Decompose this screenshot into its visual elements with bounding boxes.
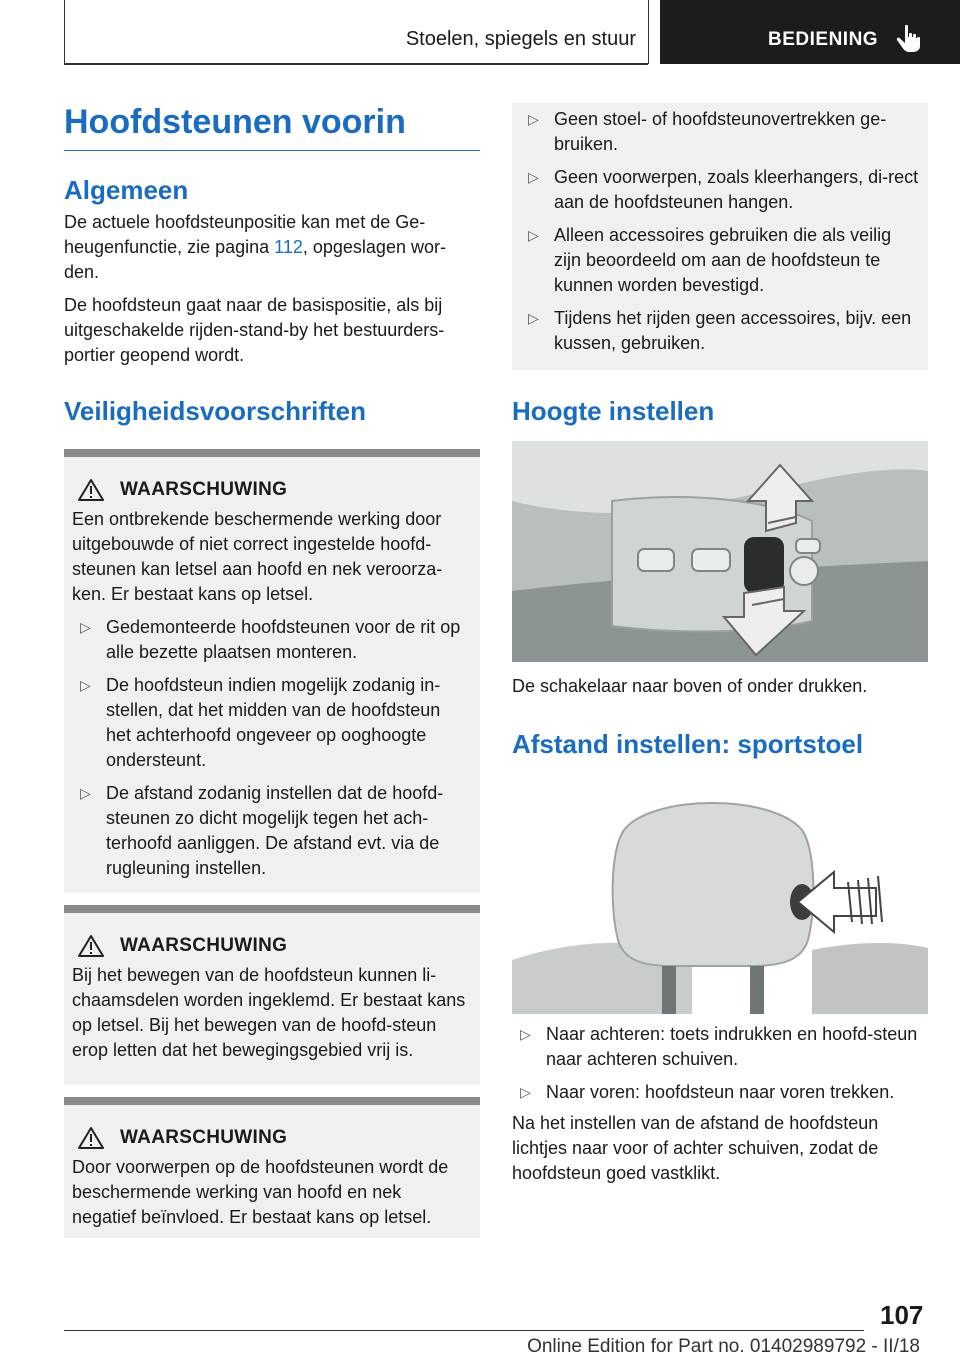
- header-separator: [648, 0, 649, 64]
- list-item-text: Naar voren: hoofdsteun naar voren trekken.: [546, 1082, 895, 1102]
- bullet-triangle-icon: ▷: [520, 1084, 531, 1100]
- title-rule: [64, 150, 480, 151]
- warning-text: Door voorwerpen op de hoofdsteunen wordt de beschermende werking van hoofd en nek negatief beïnvloed. Er bestaat kans op letsel.: [72, 1157, 449, 1227]
- warning-bullets: [72, 615, 470, 881]
- header-rule: [64, 63, 648, 65]
- warning-header: [64, 1105, 480, 1151]
- algemeen-text-b: , opgeslagen wor-den.: [64, 237, 446, 282]
- seat-switch-photo: [512, 441, 928, 662]
- list-item: [520, 165, 920, 215]
- warning-box-1: [64, 449, 480, 893]
- header-chapter-tab: [660, 0, 960, 64]
- list-item: [72, 673, 470, 773]
- warning-text: Een ontbrekende beschermende werking door uitgebouwde of niet correct ingestelde hoofd-steunen kan letsel aan hoofd en nek veroorza-ken. Er bestaat kans op letsel.: [72, 509, 443, 604]
- warning-text: Bij het bewegen van de hoofdsteun kunnen li-chaamsdelen worden ingeklemd. Er bestaat kans op letsel. Bij het bewegen van de hoofd-steun erop letten dat het bewegingsgebied vrij is.: [72, 965, 466, 1060]
- warning-title: WAARSCHUWING: [120, 935, 288, 956]
- list-item: [520, 223, 920, 298]
- list-item-text: Geen voorwerpen, zoals kleerhangers, di-rect aan de hoofdsteunen hangen.: [554, 167, 919, 212]
- pointing-hand-icon: [896, 24, 922, 54]
- bullet-triangle-icon: ▷: [80, 677, 91, 693]
- warning-triangle-icon: [78, 934, 104, 958]
- list-item: [512, 1080, 928, 1105]
- warning-header: [64, 457, 480, 503]
- warning-bar: [64, 449, 480, 457]
- afstand-heading: Afstand instellen: sportstoel: [512, 729, 864, 759]
- list-item-text: Tijdens het rijden geen accessoires, bijv. een kussen, gebruiken.: [554, 308, 912, 353]
- list-item-text: De hoofdsteun indien mogelijk zodanig in-stellen, dat het midden van de hoofdsteun het achterhoofd ongeveer op ooghoogte ondersteunt.: [106, 675, 441, 770]
- warning-body: [64, 959, 480, 1085]
- afstand-bullets: [512, 1022, 928, 1105]
- list-item-text: Gedemonteerde hoofdsteunen voor de rit op alle bezette plaatsen monteren.: [106, 617, 461, 662]
- afstand-text: Na het instellen van de afstand de hoofdsteun lichtjes naar voor of achter schuiven, zodat de hoofdsteun goed vastklikt.: [512, 1113, 879, 1183]
- header-chapter-title: BEDIENING: [768, 29, 879, 50]
- algemeen-paragraph-1: [64, 210, 480, 285]
- warning-title: WAARSCHUWING: [120, 479, 288, 500]
- list-item-text: Alleen accessoires gebruiken die als veilig zijn beoordeeld om aan de hoofdsteun te kunnen worden bevestigd.: [554, 225, 892, 295]
- list-item-text: Naar achteren: toets indrukken en hoofd-steun naar achteren schuiven.: [546, 1024, 918, 1069]
- algemeen-heading: Algemeen: [64, 175, 189, 205]
- footer-rule: [64, 1330, 864, 1331]
- algemeen-paragraph-2: De hoofdsteun gaat naar de basispositie, als bij uitgeschakelde rijden-stand-by het bestuurders-portier geopend wordt.: [64, 295, 445, 365]
- headrest-illustration: [512, 790, 928, 1014]
- warning-title: WAARSCHUWING: [120, 1127, 288, 1148]
- bullet-triangle-icon: ▷: [80, 785, 91, 801]
- warning-bar: [64, 905, 480, 913]
- bullet-triangle-icon: ▷: [528, 169, 539, 185]
- page-title: Hoofdsteunen voorin: [64, 103, 406, 141]
- left-column: [64, 100, 480, 1238]
- list-item: [520, 103, 920, 157]
- bullet-triangle-icon: ▷: [528, 111, 539, 127]
- warning-box-2: [64, 905, 480, 1085]
- hoogte-heading: Hoogte instellen: [512, 396, 715, 426]
- hoogte-text: De schakelaar naar boven of onder drukken.: [512, 676, 868, 696]
- warning-continuation-box: [512, 103, 928, 370]
- bullet-triangle-icon: ▷: [528, 227, 539, 243]
- page-link-112[interactable]: 112: [274, 237, 303, 257]
- header-left-line: [64, 0, 65, 64]
- list-item: [520, 306, 920, 356]
- veiligheid-heading: Veiligheidsvoorschriften: [64, 396, 366, 426]
- footer-edition: Online Edition for Part no. 01402989792 - II/18: [527, 1336, 920, 1357]
- warning-body: [64, 503, 480, 893]
- algemeen-text-a: De actuele hoofdsteunpositie kan met de Ge-heugenfunctie, zie pagina: [64, 212, 426, 257]
- warning-triangle-icon: [78, 1126, 104, 1150]
- page-number: 107: [880, 1300, 924, 1330]
- warning-body: [64, 1151, 480, 1238]
- list-item-text: De afstand zodanig instellen dat de hoofd-steunen zo dicht mogelijk tegen het ach-terhoofd aanliggen. De afstand evt. via de rugleuning instellen.: [106, 783, 444, 878]
- warning-bar: [64, 1097, 480, 1105]
- header-section-title: Stoelen, spiegels en stuur: [405, 28, 636, 50]
- seat-switch-illustration: [512, 441, 928, 662]
- warning-box-3: [64, 1097, 480, 1238]
- bullet-triangle-icon: ▷: [528, 310, 539, 326]
- list-item-text: Geen stoel- of hoofdsteunovertrekken ge-bruiken.: [554, 109, 887, 154]
- list-item: [512, 1022, 928, 1072]
- warning-triangle-icon: [78, 478, 104, 502]
- headrest-photo: [512, 790, 928, 1014]
- list-item: [72, 781, 470, 881]
- bullet-triangle-icon: ▷: [80, 619, 91, 635]
- right-column: [512, 103, 928, 1186]
- bullet-triangle-icon: ▷: [520, 1026, 531, 1042]
- warning-header: [64, 913, 480, 959]
- list-item: [72, 615, 470, 665]
- warning-bullets-continued: [520, 103, 920, 356]
